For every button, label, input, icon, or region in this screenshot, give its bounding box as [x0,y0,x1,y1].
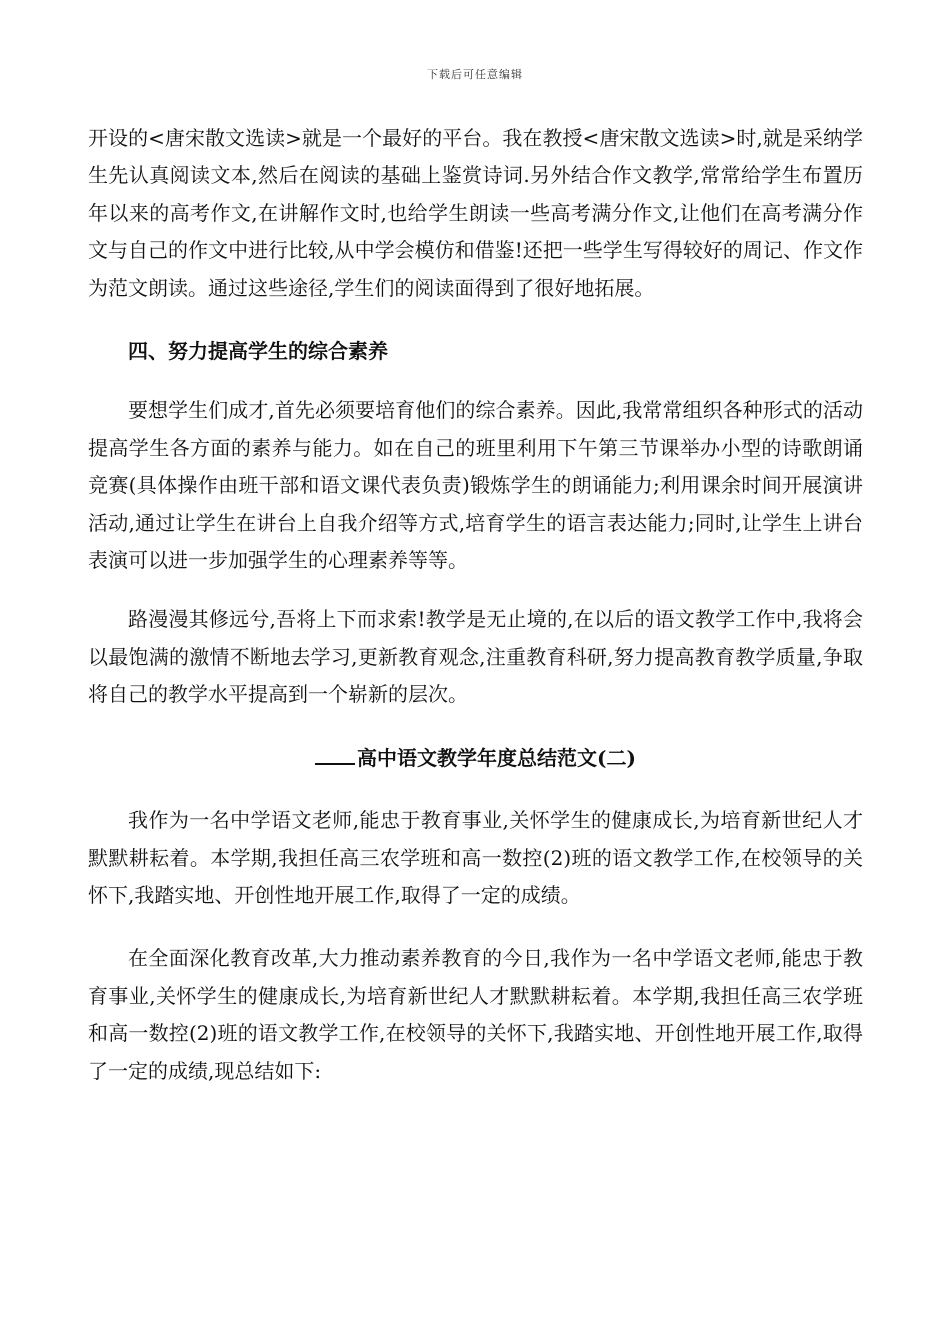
title-blank-underline [315,743,355,765]
paragraph-intro-teacher: 我作为一名中学语文老师,能忠于教育事业,关怀学生的健康成长,为培育新世纪人才默默耕耘着。本学期,我担任高三农学班和高一数控(2)班的语文教学工作,在校领导的关怀下,我踏实地、开创性地开展工作,取得了一定的成绩。 [88,808,863,907]
paragraph-summary-intro: 在全面深化教育改革,大力推动素养教育的今日,我作为一名中学语文老师,能忠于教育事业,关怀学生的健康成长,为培育新世纪人才默默耕耘着。本学期,我担任高三农学班和高一数控(2)班的语文教学工作,在校领导的关怀下,我踏实地、开创性地开展工作,取得了一定的成绩,现总结如下: [88,946,863,1083]
subtitle-text: 高中语文教学年度总结范文(二) [357,745,636,770]
paragraph-conclusion: 路漫漫其修远兮,吾将上下而求索!教学是无止境的,在以后的语文教学工作中,我将会以最饱满的激情不断地去学习,更新教育观念,注重教育科研,努力提高教育教学质量,争取将自己的教学水平提高到一个崭新的层次。 [88,607,863,707]
section-heading-4: 四、努力提高学生的综合素养 [128,339,388,364]
document-subtitle [88,740,863,777]
page-header: 下载后可任意编辑 [427,68,523,81]
paragraph-reading-platform: 开设的<唐宋散文选读>就是一个最好的平台。我在教授<唐宋散文选读>时,就是采纳学生先认真阅读文本,然后在阅读的基础上鉴赏诗词.另外结合作文教学,常常给学生布置历年以来的高考作文,在讲解作文时,也给学生朗读一些高考满分作文,让他们在高考满分作文与自己的作文中进行比较,从中学会模仿和借鉴!还把一些学生写得较好的周记、作文作为范文朗读。通过这些途径,学生们的阅读面得到了很好地拓展。 [88,126,863,300]
document-body [88,120,863,1090]
paragraph-comprehensive-quality: 要想学生们成才,首先必须要培育他们的综合素养。因此,我常常组织各种形式的活动提高学生各方面的素养与能力。如在自己的班里利用下午第三节课举办小型的诗歌朗诵竞赛(具体操作由班干部和语文课代表负责)锻炼学生的朗诵能力;利用课余时间开展演讲活动,通过让学生在讲台上自我介绍等方式,培育学生的语言表达能力;同时,让学生上讲台表演可以进一步加强学生的心理素养等等。 [88,398,863,573]
